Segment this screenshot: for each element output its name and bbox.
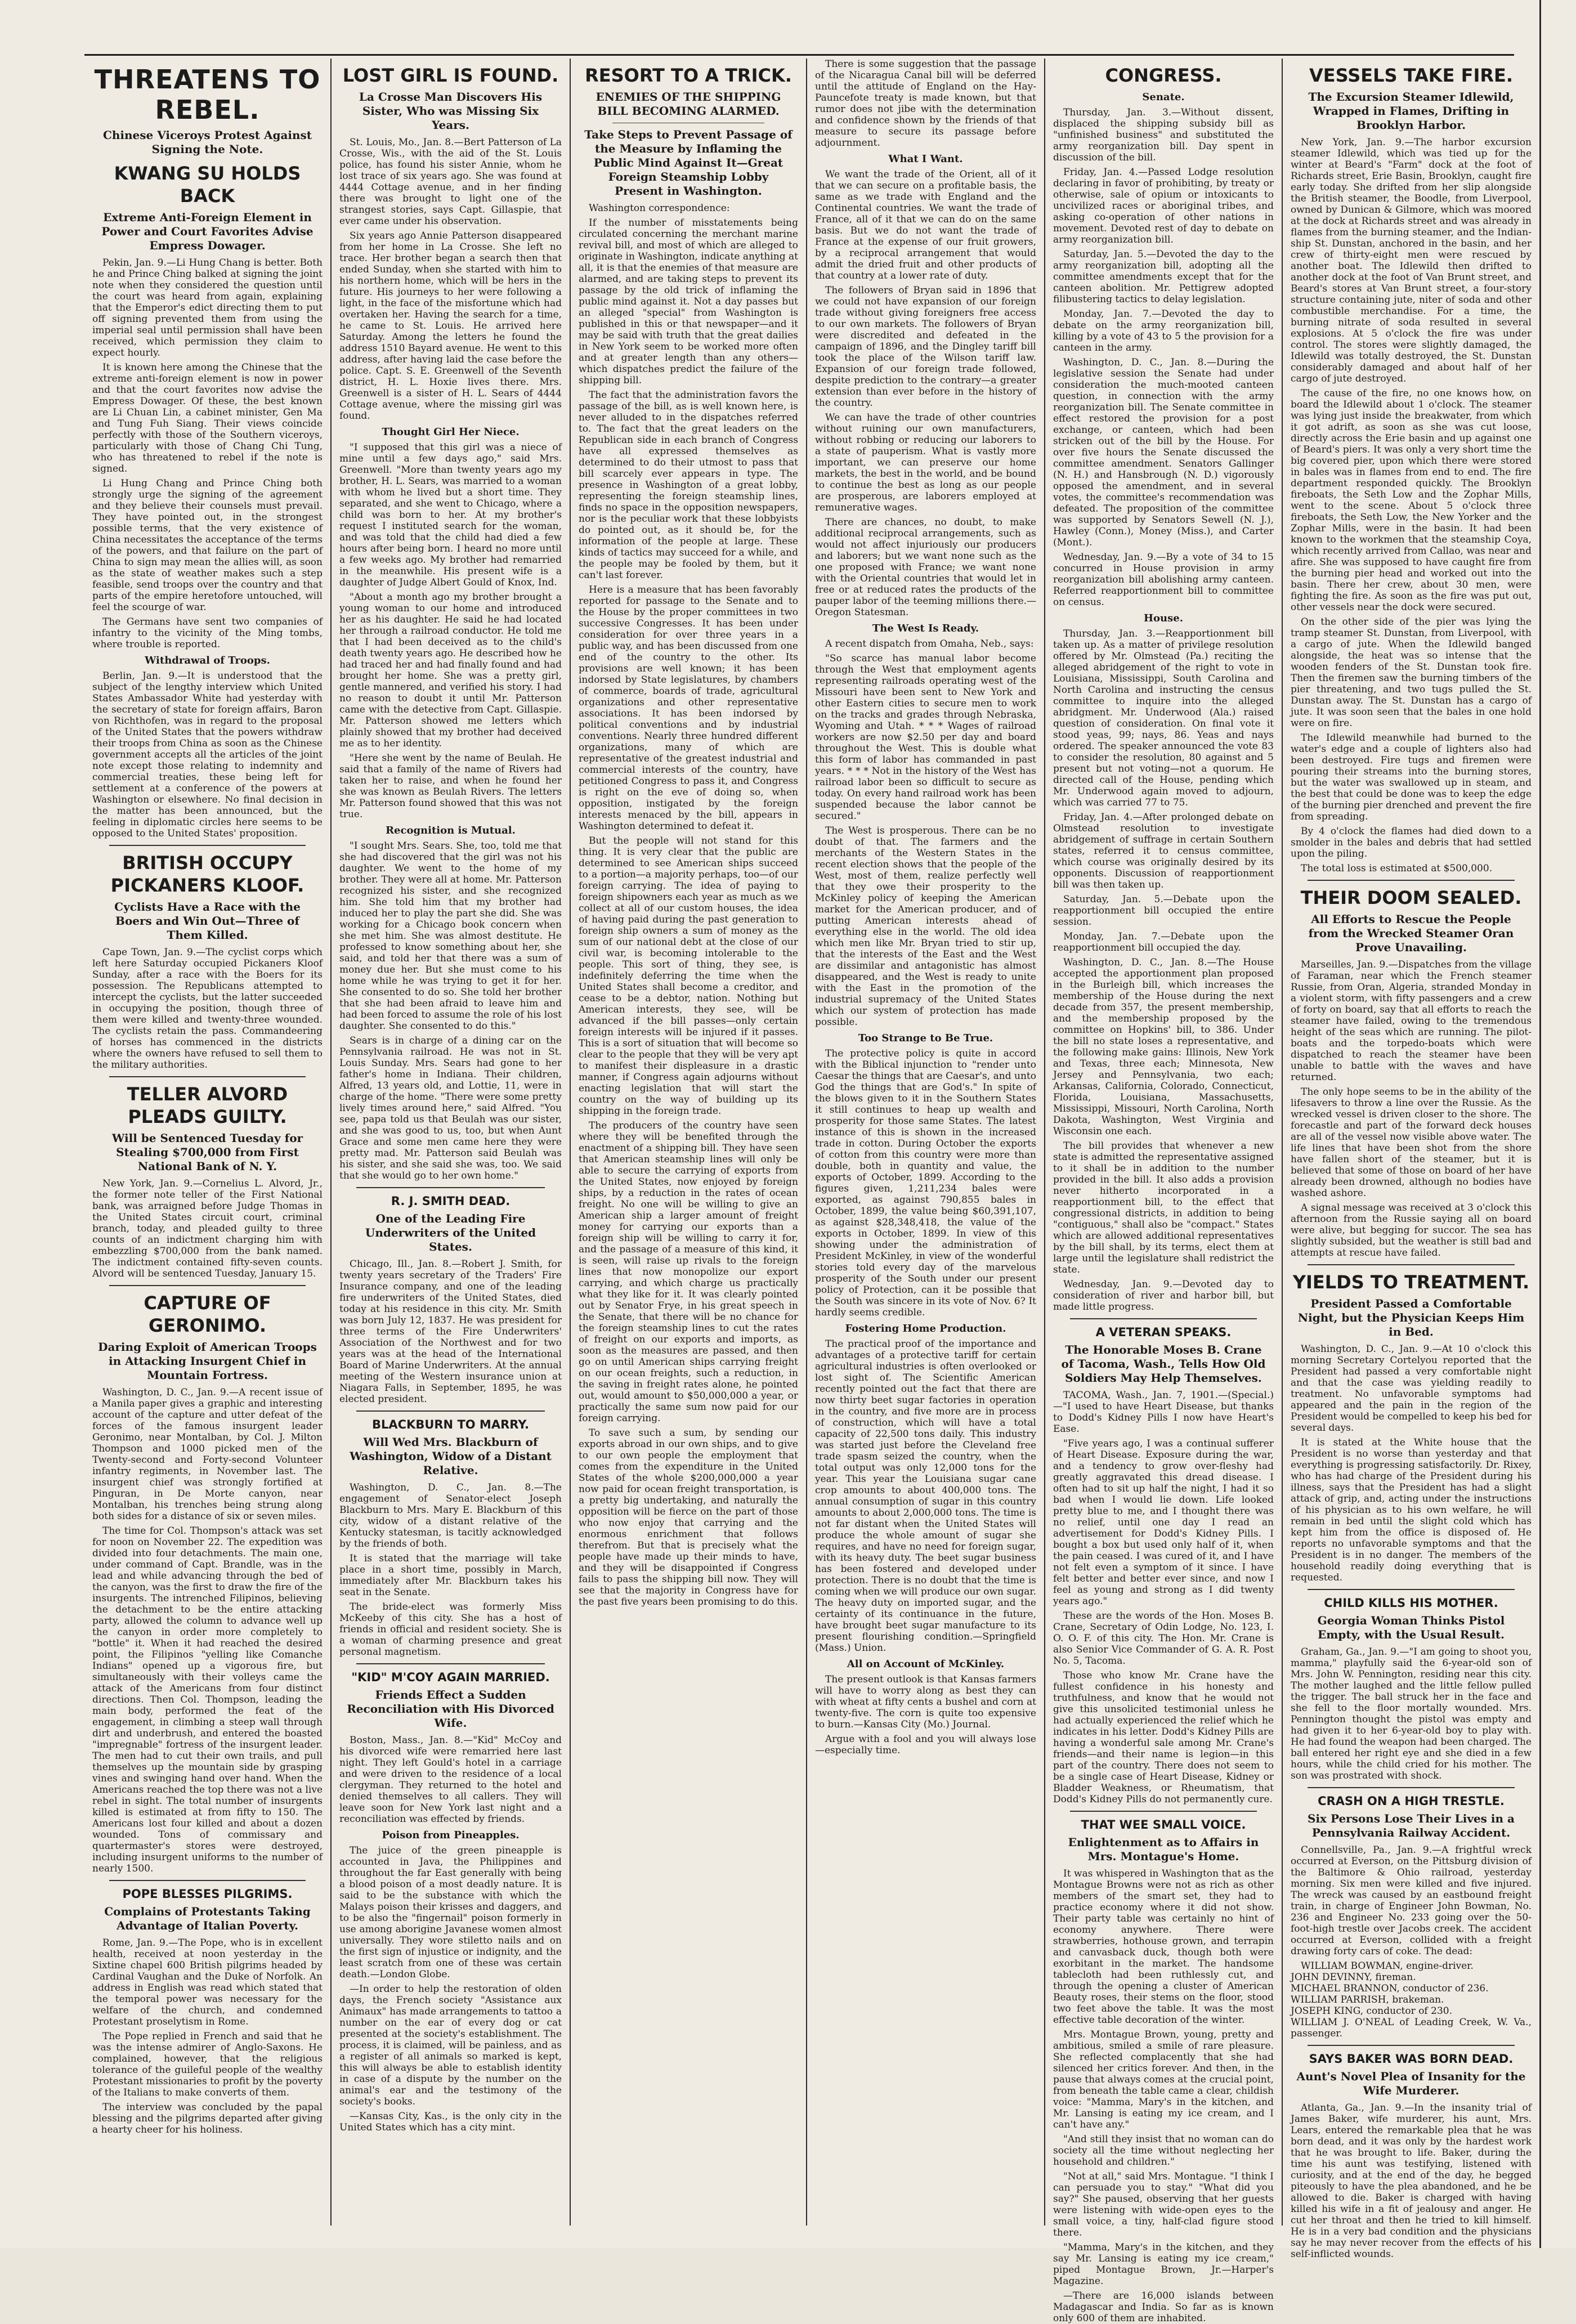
subheadline: Aunt's Novel Plea of Insanity for the Wife Murderer. bbox=[1296, 2070, 1526, 2097]
headline: KWANG SU HOLDS BACK bbox=[114, 163, 301, 207]
article-paragraph: Sears is in charge of a dining car on the Pennsylvania railroad. He was not in St. Louis Sunday. Mrs. Sears had gone to her father's home in Indiana. Their children, Alfred, 13 years old, and Lottie, 11, were in charge of the home. "There were some pretty lively times around here," said Alfred. "You see, papa told us that Beulah was our sister, and she was good to us, too, but when Aunt Grace and some men came here they were pretty mad. Mr. Patterson said Beulah was his sister, and she said she was, too. We said that she would go to her own home." bbox=[339, 1035, 565, 1181]
article-paragraph: Washington, D. C., Jan. 9.—A recent issue of a Manila paper gives a graphic and interesting account of the capture and utter defeat of the forces of the famous insurgent leader Geronimo, near Montalban, by Col. J. Milton Thompson and 1000 picked men of the Twenty-second and Forty-second Volunteer infantry regiments, in November last. The insurgent chief was strongly fortified at Pinguran, in De Morte canyon, near Montalban, his trenches being strung along both sides for a distance of six or seven miles. bbox=[92, 1387, 326, 1522]
article-paragraph: The fact that the administration favors the passage of the bill, as is well known here, is never alluded to in the dispatches referred to. The fact that the great leaders on the Republican side in each branch of Congress have all expressed themselves as determined to do their utmost to pass that bill scarcely ever appears in type. The presence in Washington of a great lobby, representing the foreign steamship lines, finds no space in the opposition newspapers, nor is the peculiar work that these lobbyists do pointed out, as it should be, for the information of the people at large. These kinds of tactics may succeed for a while, and the people may be fooled by them, but it can't last forever. bbox=[579, 389, 802, 581]
article-paragraph: "So scarce has manual labor become through the West that employment agents representing railroads operating west of the Missouri have been sent to New York and other Eastern cities to secure men to work on the tracks and grades through Nebraska, Wyoming and Utah. * * * Wages of railroad workers are now $2.50 per day and board throughout the West. This is double what this form of labor has commanded in past years. * * * Not in the history of the West has railroad labor been so difficult to secure as today. On every hand railroad work has been suspended because the labor cannot be secured." bbox=[815, 653, 1040, 822]
article-paragraph: —Kansas City, Kas., is the only city in the United States which has a city mint. bbox=[339, 2111, 565, 2133]
article-paragraph: Saturday, Jan. 5.—Devoted the day to the army reorganization bill, adopting all the committee amendments except that for the canteen abolition. Mr. Pettigrew adopted filibustering tactics to delay legislation. bbox=[1053, 249, 1277, 305]
subheadline: Georgia Woman Thinks Pistol Empty, with the Usual Result. bbox=[1317, 1614, 1505, 1641]
article-paragraph: Friday, Jan. 4.—After prolonged debate on Olmstead resolution to investigate abridgement of suffrage in certain Southern states, referred it to census committee, which course was originally desired by its opponents. Discussion of reapportionment bill was then taken up. bbox=[1053, 812, 1277, 890]
section-subhead: Poison from Pineapples. bbox=[382, 1829, 520, 1841]
article-paragraph: Monday, Jan. 7.—Devoted the day to debate on the army reorganization bill, killing by a vote of 43 to 5 the provision for a canteen in the army. bbox=[1053, 308, 1277, 353]
article-paragraph: The protective policy is quite in accord with the Biblical injunction to "render unto Caesar the things that are Caesar's, and unto God the things that are God's." In spite of the blows given to it in the Southern States it still continues to heap up wealth and prosperity for those same States. The latest instance of this is shown in the increased trade in cotton. During October the exports of cotton from this country were more than double, both in quantity and value, the exports of October, 1899. According to the figures given, 1,211,234 bales were exported, as against 790,855 bales in October, 1899, the value being $60,391,107, as against $28,348,418, the value of the exports in October, 1899. In view of this showing under the administration of President McKinley, in view of the wonderful stories told every day of the marvelous prosperity of the South under our present policy of Protection, can it be possible that the South was sincere in its vote of Nov. 6? It hardly seems credible. bbox=[815, 1048, 1040, 1318]
article-separator bbox=[1308, 1264, 1515, 1265]
top-border-rule bbox=[84, 54, 1514, 56]
headline: BRITISH OCCUPY PICKANERS KLOOF. bbox=[110, 852, 305, 896]
section-subhead: The West Is Ready. bbox=[872, 623, 979, 634]
article-paragraph: Washington correspondence: bbox=[589, 203, 730, 214]
article-paragraph: Saturday, Jan. 5.—Debate upon the reapportionment bill occupied the entire session. bbox=[1053, 894, 1277, 928]
article-paragraph: On the other side of the pier was lying the tramp steamer St. Dunstan, from Liverpool, with a cargo of jute. When the Idlewild banged alongside, the heat was so intense that the wooden fenders of the St. Dunstan took fire. Then the firemen saw the burning timbers of the pier threatening, and two tugs pulled the St. Dunstan away. The St. Dunstan has a cargo of jute. It was soon seen that the bales in one hold were on fire. bbox=[1291, 616, 1535, 729]
column-3 bbox=[571, 59, 806, 2226]
headline: THEIR DOOM SEALED. bbox=[1300, 887, 1522, 908]
article-paragraph: We want the trade of the Orient, all of it that we can secure on a profitable basis, the same as we trade with England and the Continental countries. We want the trade of France, all of it that we can do on the same basis. But we do not want the trade of France at the expense of our fruit growers, by a reciprocal arrangement that would admit the dried fruit and other products of that country at a lower rate of duty. bbox=[815, 169, 1040, 281]
column-4 bbox=[807, 59, 1044, 2226]
article-paragraph: To save such a sum, by sending our exports abroad in our own ships, and to give to our own people the employment that comes from the expenditure in the United States of the whole $200,000,000 a year now paid for ocean freight transportation, is a pretty big undertaking, and naturally the opposition will be fierce on the part of those who now enjoy that carrying and the enormous enrichment that follows therefrom. But that is precisely what the people have made up their minds to have, and they will be disappointed if Congress fails to pass the shipping bill now. They will see that the majority in Congress have for the past five years been promising to do this. bbox=[579, 1427, 802, 1607]
article-paragraph: The present outlook is that Kansas farmers will have to worry along as best they can with wheat at fifty cents a bushel and corn at twenty-five. The corn is quite too expensive to burn.—Kansas City (Mo.) Journal. bbox=[815, 1674, 1040, 1730]
casualty-list: WILLIAM BOWMAN, engine-driver. JOHN DEVINNY, fireman. MICHAEL BRANNON, conductor of 236. WILLIAM PARRISH, brakeman. JOSEPH KING, conductor of 230. WILLIAM J. O'NEAL of Leading Creek, W. Va., passenger. bbox=[1291, 1960, 1532, 2039]
subheadline: Daring Exploit of American Troops in Attacking Insurgent Chief in Mountain Fortress. bbox=[98, 1340, 317, 1382]
column-5 bbox=[1045, 59, 1282, 2324]
article-separator bbox=[109, 1285, 306, 1286]
article-paragraph: The interview was concluded by the papal blessing and the pilgrims departed after giving a hearty cheer for his holiness. bbox=[92, 2102, 326, 2135]
article-paragraph: —There are 16,000 islands between Madagascar and India. So far as is known only 600 of them are inhabited. bbox=[1053, 2290, 1277, 2324]
article-paragraph: Rome, Jan. 9.—The Pope, who is in excellent health, received at noon yesterday in the Sixtine chapel 600 British pilgrims headed by Cardinal Vaughan and the Duke of Norfolk. An address in English was read which stated that the temporal power was necessary for the welfare of the church, and condemned Protestant proselytism in Rome. bbox=[92, 1937, 326, 2027]
article-paragraph: "I sought Mrs. Sears. She, too, told me that she had discovered that the girl was not his daughter. We went to the home of my brother. They were all at home. Mr. Patterson recognized his sister, and she recognized him. She told him that my brother had induced her to play the part she did. She was working for a Chicago book concern when she met him. She was almost destitute. He professed to know something about her, she said, and told her that there was a sum of money due her. But she must come to his home while he was trying to get it for her. She consented to do so. She told her brother that she had been afraid to leave him and had been forced to assume the role of his lost daughter. She consented to do this." bbox=[339, 840, 565, 1032]
article-paragraph: These are the words of the Hon. Moses B. Crane, Secretary of Odin Lodge, No. 123, I. O. O. F. of this city. The Hon. Mr. Crane is also Senior Vice Commander of G. A. R. Post No. 5, Tacoma. bbox=[1053, 1610, 1277, 1667]
article-separator bbox=[356, 1663, 545, 1664]
article-paragraph: The Germans have sent two companies of infantry to the vicinity of the Ming tombs, where trouble is reported. bbox=[92, 616, 326, 650]
headline: THAT WEE SMALL VOICE. bbox=[1081, 1818, 1246, 1832]
headline: SAYS BAKER WAS BORN DEAD. bbox=[1309, 2052, 1514, 2066]
article-paragraph: Thursday, Jan. 3.—Without dissent, displaced the shipping subsidy bill as "unfinished business" and substituted the army reorganization bill. Day spent in discussion of the bill. bbox=[1053, 107, 1277, 163]
article-paragraph: The juice of the green pineapple is accounted in Java, the Philippines and throughout the far East generally with being a blood poison of a most deadly nature. It is said to be the substance with which the Malays poison their krisses and daggers, and to be also the "fingernail" poison formerly in use among aborigine Javanese women almost universally. They wore stiletto nails and on the first sign of injustice or indignity, and the least scratch from one of these was certain death.—London Globe. bbox=[339, 1845, 565, 1980]
subheadline: The Excursion Steamer Idlewild, Wrapped in Flames, Drifting in Brooklyn Harbor. bbox=[1308, 90, 1514, 132]
section-subhead: Too Strange to Be True. bbox=[858, 1032, 993, 1044]
headline: CONGRESS. bbox=[1105, 65, 1222, 86]
subheadline: Six Persons Lose Their Lives in a Pennsylvania Railway Accident. bbox=[1308, 1812, 1515, 1839]
article-paragraph: It was whispered in Washington that as the Montague Browns were not as rich as other members of the smart set, they had to practice economy where it did not show. Their party table was certainly no hint of economy anywhere. There were strawberries, hothouse grown, and terrapin and canvasback duck, though both were exorbitant in the market. The handsome tablecloth had been ruthlessly cut, and through the opening a cluster of American Beauty roses, their stems on the floor, stood two feet above the table. It was the most effective table decoration of the winter. bbox=[1053, 1868, 1277, 2026]
section-subhead: Withdrawal of Troops. bbox=[145, 655, 270, 666]
subheadline: One of the Leading Fire Underwriters of the United States. bbox=[365, 1212, 536, 1253]
article-paragraph: A signal message was received at 3 o'clock this afternoon from the Russie saying all on board were alive, but begging for succor. The sea has slightly subsided, but the weather is still bad and attempts at rescue have failed. bbox=[1291, 1202, 1535, 1259]
article-paragraph: The total loss is estimated at $500,000. bbox=[1301, 863, 1493, 874]
section-subhead: All on Account of McKinley. bbox=[847, 1658, 1005, 1670]
article-paragraph: "Mamma, Mary's in the kitchen, and they say Mr. Lansing is eating my ice cream," piped Montague Brown, Jr.—Harper's Magazine. bbox=[1053, 2242, 1277, 2287]
article-paragraph: There are chances, no doubt, to make additional reciprocal arrangements, such as would not affect injuriously our producers and laborers; but we want none such as the one proposed with France; we want none with the Oriental countries that would let in free or at reduced rates the products of the pauper labor of the teeming millions there.—Oregon Statesman. bbox=[815, 517, 1040, 618]
article-paragraph: Monday, Jan. 7.—Debate upon the reapportionment bill occupied the day. bbox=[1053, 931, 1277, 953]
article-separator bbox=[356, 1187, 545, 1188]
headline: RESORT TO A TRICK. bbox=[585, 65, 792, 86]
article-paragraph: Chicago, Ill., Jan. 8.—Robert J. Smith, for twenty years secretary of the Traders' Fire Insurance company, and one of the leading fire underwriters of the United States, died today at his residence in this city. Mr. Smith was born July 12, 1837. He was president for three terms of the Fire Underwriters' Association of the Northwest and for two years was at the head of the International Board of Marine Underwriters. At the annual meeting of the Western insurance union at Niagara Falls, in September, 1895, he was elected president. bbox=[339, 1259, 565, 1405]
article-paragraph: Wednesday, Jan. 9.—By a vote of 34 to 15 concurred in House provision in army reorganization bill abolishing army canteen. Referred reapportionment bill to committee on census. bbox=[1053, 552, 1277, 608]
subheadline: President Passed a Comfortable Night, but the Physician Keeps Him in Bed. bbox=[1297, 1297, 1525, 1338]
article-paragraph: Six years ago Annie Patterson disappeared from her home in La Crosse. She left no trace. Her brother began a search then that ended Sunday, when she started with him to his northern home, which will be hers in the future. His journeys to her were following a light, in the face of the misfortune which had overtaken her. Having the search for a time, he came to St. Louis. He arrived here Saturday. Among the letters he found the address 1510 Bayard avenue. He went to this address, after having laid the case before the police. Capt. S. E. Greenwell of the Seventh district, H. L. Hoxie lives there. Mrs. Greenwell is a sister of H. L. Sears of 4444 Cottage avenue, where the missing girl was found. bbox=[339, 230, 565, 422]
article-separator bbox=[109, 1076, 306, 1077]
headline: POPE BLESSES PILGRIMS. bbox=[122, 1887, 293, 1901]
article-paragraph: Friday, Jan. 4.—Passed Lodge resolution declaring in favor of prohibiting, by treaty or otherwise, sale of opium or intoxicants to uncivilized races or aboriginal tribes, and asking co-operation of other nations in movement. Devoted rest of day to debate on army reorganization bill. bbox=[1053, 167, 1277, 245]
article-paragraph: The producers of the country have seen where they will be benefited through the enactment of a shipping bill. They have seen that American steamship lines will only be able to secure the carrying of exports from the United States, now enjoyed by foreign ships, by a reduction in the rates of ocean freight. No one will be willing to give an American ship a larger amount of freight money for carrying our exports than a foreign ship will be willing to carry it for, and the passage of a measure of this kind, it is seen, will raise up rivals to the foreign lines that now monopolize our export carrying, and which charge us practically what they like for it. It was clearly pointed out by Senator Frye, in his great speech in the Senate, that there will be no chance for the foreign steamship lines to cut the rates of freight on our exports and imports, as soon as the measures are passed, and then go on until American ships carrying freight on our ocean freights, such a reduction, in the saving in freight rates alone, he pointed out, would amount to $50,000,000 a year, or practically the same sum now paid for our foreign carrying. bbox=[579, 1120, 802, 1424]
article-paragraph: Here is a measure that has been favorably reported for passage to the Senate and to the House by the proper committees in two successive Congresses. It has been under consideration for over three years in a public way, and has been discussed from one end of the country to the other. Its provisions are well known; it has been indorsed by State legislatures, by chambers of commerce, boards of trade, agricultural organizations and other representative associations. It has been indorsed by political conventions and by industrial conventions. Nearly three hundred different organizations, many of which are representative of the greatest industrial and commercial interests of the country, have petitioned Congress to pass it, and Congress is right on the eve of doing so, when opposition, instigated by the foreign interests menaced by the bill, appears in Washington determined to defeat it. bbox=[579, 584, 802, 832]
article-paragraph: Thursday, Jan. 3.—Reapportionment bill taken up. As a matter of privilege resolution offered by Mr. Olmstead (Pa.) reciting the alleged abridgement of the right to vote in Louisiana, Mississippi, South Carolina and North Carolina and instructing the census committee to inquire into the alleged abridgment. Mr. Underwood (Ala.) raised question of consideration. On final vote it stood yeas, 99; nays, 86. Yeas and nays ordered. The speaker announced the vote 83 to consider the resolution, 80 against and 5 present but not voting—not a quorum. He directed call of the House, pending which Mr. Underwood again moved to adjourn, which was carried 77 to 75. bbox=[1053, 628, 1277, 808]
article-paragraph: "And still they insist that no woman can do society all the time without neglecting her household and children." bbox=[1053, 2134, 1277, 2168]
article-paragraph: The followers of Bryan said in 1896 that we could not have expansion of our foreign trade without giving foreigners free access to our own markets. The followers of Bryan were discredited and defeated in the campaign of 1896, and the Dingley tariff bill took the place of the Wilson tariff law. Expansion of our foreign trade followed, despite prediction to the contrary—a greater extension than ever before in the history of the country. bbox=[815, 285, 1040, 409]
article-separator bbox=[356, 1410, 545, 1412]
column-1 bbox=[84, 59, 330, 2226]
article-paragraph: It is known here among the Chinese that the extreme anti-foreign element is now in power and that the court favorites now advise the Empress Dowager. Of these, the best known are Li Chuan Lin, a cabinet minister, Gen Ma and Tung Fuh Siang. Their views coincide perfectly with those of the Southern viceroys, particularly with those of Chang Chi Tung, who has threatened to rebel if the note is signed. bbox=[92, 362, 326, 474]
section-subhead: Senate. bbox=[1142, 91, 1185, 103]
article-paragraph: The practical proof of the importance and advantages of a protective tariff for certain agricultural industries is often overlooked or lost sight of. The Scientific American recently pointed out the fact that there are now thirty beet sugar factories in operation in the country, and five more are in process of construction, which will have a total capacity of 22,500 tons daily. This industry was started just before the Cleveland free trade spasm seized the country, when the total output was only 12,000 tons for the year. This year the Louisiana sugar cane crop amounts to about 400,000 tons. The annual consumption of sugar in this country amounts to about 2,000,000 tons. The time is not far distant when the United States will produce the whole amount of sugar she requires, and have no need for foreign sugar, with its heavy duty. The beet sugar business has been fostered and developed under protection. There is no doubt that the time is coming when we will produce our own sugar. The heavy duty on imported sugar, and the certainty of its continuance in the future, have brought beet sugar manufacture to its present flourishing condition.—Springfield (Mass.) Union. bbox=[815, 1338, 1040, 1654]
headline: THREATENS TO REBEL. bbox=[94, 64, 321, 125]
article-separator bbox=[1308, 1787, 1515, 1788]
article-paragraph: Argue with a fool and you will always lose—especially time. bbox=[815, 1734, 1036, 1756]
article-paragraph: "I supposed that this girl was a niece of mine until a few days ago," said Mrs. Greenwell. "More than twenty years ago my brother, H. L. Sears, was married to a woman with whom he lived but a short time. They separated, and she went to Chicago, where a child was born to her. At my brother's request I instituted search for the woman, and was told that the child had died a few hours after being born. I heard no more until a few weeks ago. My brother had remarried in the meanwhile. His present wife is a daughter of Judge Albert Gould of Knox, Ind. bbox=[339, 442, 565, 588]
headline: BLACKBURN TO MARRY. bbox=[372, 1418, 529, 1431]
subheadline: Will Wed Mrs. Blackburn of Washington, Widow of a Distant Relative. bbox=[350, 1435, 552, 1477]
subheadline: Enlightenment as to Affairs in Mrs. Montague's Home. bbox=[1068, 1835, 1259, 1863]
headline: R. J. SMITH DEAD. bbox=[391, 1194, 511, 1208]
section-subhead: House. bbox=[1144, 612, 1183, 624]
article-paragraph: Wednesday, Jan. 9.—Devoted day to consideration of river and harbor bill, but made little progress. bbox=[1053, 1279, 1277, 1313]
headline: CHILD KILLS HIS MOTHER. bbox=[1324, 1596, 1498, 1610]
headline: TELLER ALVORD PLEADS GUILTY. bbox=[127, 1083, 288, 1127]
article-paragraph: Marseilles, Jan. 9.—Dispatches from the village of Faraman, near which the French steamer Russie, from Oran, Algeria, stranded Monday in a violent storm, with fifty passengers and a crew of forty on board, say that all efforts to reach the steamer have failed, owing to the tremendous height of the seas which are running. The pilot-boats and the torpedo-boats which were dispatched to reach the steamer have been unable to battle with the waves and have returned. bbox=[1291, 959, 1535, 1083]
headline: CAPTURE OF GERONIMO. bbox=[144, 1292, 271, 1336]
article-separator bbox=[1070, 1318, 1257, 1319]
subheadline: Complains of Protestants Taking Advantage of Italian Poverty. bbox=[104, 1905, 311, 1932]
article-paragraph: New York, Jan. 9.—Cornelius L. Alvord, Jr., the former note teller of the First National bank, was arraigned before Judge Thomas in the United States circuit court, criminal branch, today, and pleaded guilty to three counts of an indictment charging him with embezzling $700,000 from the bank named. The indictment contained fifty-seven counts. Alvord will be sentenced Tuesday, January 15. bbox=[92, 1178, 326, 1279]
section-subhead: Fostering Home Production. bbox=[845, 1323, 1006, 1335]
article-paragraph: St. Louis, Mo., Jan. 8.—Bert Patterson of La Crosse, Wis., with the aid of the St. Louis police, has found his sister Annie, whom he lost trace of six years ago. She was found at 4444 Cottage avenue, and in her finding there was brought to light one of the strangest stories, says Capt. Gillaspie, that ever came under his observation. bbox=[339, 137, 565, 227]
article-paragraph: "Here she went by the name of Beulah. He said that a family of the name of Rivers had taken her to raise, and when he found her she was known as Beulah Rivers. The letters Mr. Patterson found showed that this was not true. bbox=[339, 753, 565, 820]
article-paragraph: The bride-elect was formerly Miss McKeeby of this city. She has a host of friends in official and resident society. She is a woman of charming presence and great personal magnetism. bbox=[339, 1601, 565, 1658]
subheadline: The Honorable Moses B. Crane of Tacoma, Wash., Tells How Old Soldiers May Help Themselves. bbox=[1061, 1343, 1266, 1385]
section-subhead: What I Want. bbox=[888, 153, 963, 165]
headline: VESSELS TAKE FIRE. bbox=[1309, 65, 1514, 86]
article-paragraph: The Pope replied in French and said that he was the intense admirer of Anglo-Saxons. He complained, however, that the religious tolerance of the guileful people of the wealthy Protestant missionaries to profit by the poverty of the Italians to make converts of them. bbox=[92, 2031, 326, 2098]
article-paragraph: Graham, Ga., Jan. 9.—"I am going to shoot you, mamma," playfully said the 6-year-old son of Mrs. John W. Pennington, residing near this city. The mother laughed and the little fellow pulled the trigger. The ball struck her in the face and she fell to the floor mortally wounded. Mrs. Pennington thought the pistol was empty and had given it to her 6-year-old boy to play with. He had found the weapon had been charged. The ball entered her right eye and she died in a few hours, while the child cried for his mother. The son was prostrated with shock. bbox=[1291, 1646, 1535, 1781]
article-paragraph: "Not at all," said Mrs. Montague. "I think I can persuade you to stay." "What did you say?" She paused, observing that her guests were listening with wide-open eyes to the small voice, a tiny, half-clad figure stood there. bbox=[1053, 2171, 1277, 2238]
article-separator bbox=[109, 845, 306, 846]
article-paragraph: Washington, D. C., Jan. 8.—The engagement of Senator-elect Joseph Blackburn to Mrs. Mary E. Blackburn of this city, widow of a distant relative of the Kentucky statesman, is tacitly acknowledged by the friends of both. bbox=[339, 1482, 565, 1550]
article-paragraph: We can have the trade of other countries without ruining our own manufacturers, without robbing or reducing our laborers to a state of pauperism. What is vastly more important, we can preserve our home markets, the best in the world, and be bound to continue the best as long as our people are prosperous, are laborers employed at remunerative wages. bbox=[815, 412, 1040, 513]
article-separator bbox=[109, 1880, 306, 1881]
subheadline: La Crosse Man Discovers His Sister, Who was Missing Six Years. bbox=[359, 90, 543, 132]
article-paragraph: Atlanta, Ga., Jan. 9.—In the insanity trial of James Baker, wife murderer, his aunt, Mrs. Lears, entered the remarkable plea that he was born dead, and it was only by the hardest work that he was brought to life. Baker, during the time his aunt was testifying, listened with curiosity, and at the end of the day, he begged piteously to have the plea abandoned, and he be allowed to die. Baker is charged with having killed his wife in a fit of jealousy and anger. He cut her throat and then he tried to kill himself. He is in a very bad condition and the physicians say he may never recover from the effects of his self-inflicted wounds. bbox=[1291, 2102, 1535, 2260]
article-paragraph: —In order to help the restoration of olden days, the French society "Assistance aux Animaux" has made arrangements to tattoo a number on the ear of every dog or cat presented at the society's establishment. The process, it is claimed, will be painless, and as a register of all animals so marked is kept, this will always be able to establish identity in case of a dispute by the number on the animal's ear and the testimony of the society's books. bbox=[339, 1983, 565, 2107]
article-separator bbox=[1308, 880, 1515, 881]
headline: YIELDS TO TREATMENT. bbox=[1292, 1271, 1530, 1293]
subheadline: All Efforts to Rescue the People from the Wrecked Steamer Oran Prove Unavailing. bbox=[1308, 912, 1514, 954]
article-separator bbox=[1308, 1589, 1515, 1590]
article-paragraph: Mrs. Montague Brown, young, pretty and ambitious, smiled a smile of rare pleasure. She reflected complacently that she had silenced her critics forever. And then, in the pause that always comes at the crucial point, from beneath the table came a clear, childish voice: "Mamma, Mary's in the kitchen, and Mr. Lansing is eating my ice cream, and I can't have any." bbox=[1053, 2029, 1277, 2130]
headline: LOST GIRL IS FOUND. bbox=[342, 65, 559, 86]
article-paragraph: There is some suggestion that the passage of the Nicaragua Canal bill will be deferred until the attitude of England on the Hay-Pauncefote treaty is made known, but that rumor does not jibe with the determination and confidence shown by the friends of that measure to secure its passage before adjournment. bbox=[815, 59, 1040, 149]
article-paragraph: If the number of misstatements being circulated concerning the merchant marine revival bill, and most of which are alleged to originate in Washington, indicate anything at all, it is that the enemies of that measure are alarmed, and are taking steps to prevent its passage by the old trick of inflaming the public mind against it. Not a day passes but an alleged "special" from Washington is published in this or that newspaper—and it may be said with truth that the great dailies in New York seem to be worked more often and at greater length than any others—which dispatches predict the failure of the shipping bill. bbox=[579, 217, 802, 386]
section-subhead: Thought Girl Her Niece. bbox=[382, 426, 520, 438]
column-6 bbox=[1283, 59, 1539, 2260]
article-paragraph: Those who know Mr. Crane have the fullest confidence in his honesty and truthfulness, and know that he would not give this unsolicited testimonial unless he had actually experienced the relief which he indicates in his letter. Dodd's Kidney Pills are having a wonderful sale among Mr. Crane's friends—and their name is legion—in this part of the country. There does not seem to be a single case of Heart Disease, Kidney or Bladder Weakness, or Rheumatism, that Dodd's Kidney Pills do not permanently cure. bbox=[1053, 1670, 1277, 1805]
article-paragraph: The cause of the fire, no one knows how, on board the Idlewild about 1 o'clock. The steamer was lying just inside the breakwater, from which it got adrift, as soon as she was cut loose, directly across the Erie basin and up against one of Beard's piers. It was only a very short time the big covered pier, upon which there were stored in bales was in flames from end to end. The fire department responded quickly. The Brooklyn fireboats, the Seth Low and the Zophar Mills, went to the scene. About 5 o'clock three fireboats, the Seth Low, the New Yorker and the Zophar Mills, were in the basin. It had been known to the workmen that the steamship Coya, which recently arrived from Callao, was near and afire. She was supposed to have caught fire from the burning pier head and worked out into the basin. There her crew, about 30 men, were fighting the fire. As soon as the fire was put out, other vessels near the dock were secured. bbox=[1291, 388, 1535, 613]
headline: "KID" M'COY AGAIN MARRIED. bbox=[351, 1671, 550, 1684]
article-paragraph: By 4 o'clock the flames had died down to a smolder in the bales and debris that had settled upon the piling. bbox=[1291, 826, 1535, 859]
article-paragraph: New York, Jan. 9.—The harbor excursion steamer Idlewild, which was tied up for the winter at Beard's "Farm" dock at the foot of Richards street, Erie Basin, Brooklyn, caught fire early today. She drifted from her slip alongside the British steamer, the Boodle, from Liverpool, owned by Dunican & Gilmore, which was moored at the dock at Richards street and was already in flames from the burning steamer, and the Indian-ship St. Dunstan, anchored in the basin, and her crew of thirty-eight men were rescued by another boat. The Idlewild then drifted to another dock at the foot of Van Brunt street, and Beard's stores at Van Brunt street, a four-story structure containing jute, niter of soda and other combustible merchandise. For a time, the burning nitrate of soda resulted in several explosions. At 5 o'clock the fire was under control. The stores were slightly damaged, the Idlewild was totally destroyed, the St. Dunstan considerably damaged and about half of her cargo of jute destroyed. bbox=[1291, 137, 1535, 384]
article-paragraph: But the people will not stand for this thing. It is very clear that the public are determined to see American ships succeed to a portion—a majority perhaps, too—of our foreign carrying. The idea of paying to foreign shipowners each year as much as we collect at all of our custom houses, the idea of having paid during the past generation to foreign ship owners a sum of money as the sum of our national debt at the close of our civil war, is becoming intolerable to the people. This sort of thing, they see, is indefinitely deferring the time when the United States shall become a creditor, and cease to be a debtor, nation. Nothing but American interests, they see, will be advanced if the bill passes—only certain foreign interests will be injured if it passes. This is a sort of situation that will become so clear to the people that they will be very apt to manifest their displeasure in a drastic manner, if Congress again adjourns without enacting legislation that will start the country on the way of building up its shipping in the foreign trade. bbox=[579, 835, 802, 1117]
article-paragraph: Cape Town, Jan. 9.—The cyclist corps which left here Saturday occupied Pickaners Kloof Sunday, after a race with the Boers for its possession. The Republicans attempted to intercept the cyclists, but the latter succeeded in occupying the position, though three of them were killed and twenty-three wounded. The cyclists retain the pass. Commandeering of horses has commenced in the districts where the owners have refused to sell them to the military authorities. bbox=[92, 947, 326, 1071]
article-paragraph: Li Hung Chang and Prince Ching both strongly urge the signing of the agreement and they believe their counsels must prevail. They have pointed out, in the strongest possible terms, that the very existence of China necessitates the acceptance of the terms of the powers, and that failure on the part of China to sign may mean the allies will, as soon as the state of weather makes such a step feasible, send troops over the country and that parts of the empire heretofore untouched, will feel the scourge of war. bbox=[92, 478, 326, 613]
article-paragraph: Pekin, Jan. 9.—Li Hung Chang is better. Both he and Prince Ching balked at signing the joint note when they considered the question until the court was heard from again, explaining that the Emperor's edict directing them to put off signing prevented them from using the imperial seal until permission shall have been received, which permission they claim to expect hourly. bbox=[92, 257, 326, 359]
subheadline: ENEMIES OF THE SHIPPING BILL BECOMING ALARMED. bbox=[596, 90, 781, 118]
article-paragraph: Boston, Mass., Jan. 8.—"Kid" McCoy and his divorced wife were remarried here last night. They left Gould's hotel in a carriage and were driven to the residence of a local clergyman. They returned to the hotel and denied themselves to all callers. They will leave soon for New York last night and a reconciliation was effected by friends. bbox=[339, 1735, 565, 1825]
article-paragraph: A recent dispatch from Omaha, Neb., says: bbox=[825, 638, 1034, 650]
headline: CRASH ON A HIGH TRESTLE. bbox=[1318, 1794, 1505, 1808]
subheadline: Cyclists Have a Race with the Boers and Win Out—Three of Them Killed. bbox=[114, 900, 301, 942]
subheadline: Take Steps to Prevent Passage of the Measure by Inflaming the Public Mind Against It—Great Foreign Steamship Lobby Present in Washington. bbox=[584, 128, 793, 198]
article-paragraph: "Five years ago, I was a continual sufferer of Heart Disease. Exposure during the war, and a tendency to grow over-fleshy had greatly aggravated this dread disease. I often had to sit up half the night, I had it so bad when I would lie down. Life looked pretty blue to me, and I thought there was no relief, until one day I read an advertisement for Dodd's Kidney Pills. I bought a box but used only half of it, when the pain ceased. I was cured of it, and I have not felt even a symptom of it since. I have felt better and better ever since, and now I feel as young and strong as I did twenty years ago." bbox=[1053, 1438, 1277, 1607]
article-paragraph: The bill provides that whenever a new state is admitted the representative assigned to it shall be in addition to the number provided in the bill. It also adds a provision never hitherto incorporated in a reapportionment bill, to the effect that congressional districts, in addition to being "contiguous," shall also be "compact." States which are allowed additional representatives by the bill shall, by its terms, elect them at large until the legislature shall redistrict the state. bbox=[1053, 1140, 1277, 1275]
article-paragraph: The Idlewild meanwhile had burned to the water's edge and a couple of lighters also had been destroyed. Fire tugs and firemen were pouring their streams into the burning stores, but the water was swallowed up in steam, and the best that could be done was to keep the edge of the burning pier drenched and prevent the fire from spreading. bbox=[1291, 732, 1535, 822]
subheadline: Friends Effect a Sudden Reconciliation with His Divorced Wife. bbox=[347, 1688, 554, 1730]
headline: A VETERAN SPEAKS. bbox=[1095, 1326, 1232, 1339]
subheadline: Extreme Anti-Foreign Element in Power and Court Favorites Advise Empress Dowager. bbox=[101, 211, 314, 252]
article-paragraph: It is stated at the White house that the President is no worse than yesterday and that everything is progressing satisfactorily. Dr. Rixey, who has had charge of the President during his illness, says that the President has had a slight attack of grip, and, acting under the instructions of his physician as to his own welfare, he will remain in bed until the slight cold which has kept him from the office is disposed of. He reports no unfavorable symptoms and that the President is in no danger. The members of the household readily doing everything that is requested. bbox=[1291, 1437, 1535, 1583]
article-paragraph: Connellsville, Pa., Jan. 9.—A frightful wreck occurred at Everson, on the Pittsburg division of the Baltimore & Ohio railroad, yesterday morning. Six men were killed and five injured. The wreck was caused by an eastbound freight train, in charge of Engineer John Bowman, No. 236 and Engineer No. 233 going over the 50-foot-high trestle over Jacobs creek. The accident occurred at Everson, collided with a freight drawing forty cars of coke. The dead: bbox=[1291, 1844, 1535, 1957]
article-paragraph: Washington, D. C., Jan. 9.—At 10 o'clock this morning Secretary Cortelyou reported that the President had passed a very comfortable night and that the case was yielding readily to treatment. No unfavorable symptoms had appeared and the pain in the region of the President would be compelled to keep his bed for several days. bbox=[1291, 1344, 1535, 1434]
article-paragraph: Berlin, Jan. 9.—It is understood that the subject of the lengthy interview which United States Ambassador White had yesterday with the secretary of state for foreign affairs, Baron von Richthofen, was in regard to the proposal of the United States that the powers withdraw their troops from China as soon as the Chinese government accepts all the articles of the joint note except those relating to indemnity and commercial treaties, these being left for settlement at a conference of the powers at Washington or elsewhere. No final decision in the matter has been announced, but the feeling in diplomatic circles here seems to be opposed to the United States' proposition. bbox=[92, 670, 326, 839]
article-separator bbox=[1070, 1811, 1257, 1812]
column-2 bbox=[332, 59, 570, 2226]
article-paragraph: Washington, D. C., Jan. 8.—During the legislative session the Senate had under consideration the much-mooted canteen question, in connection with the army reorganization bill. The Senate committee in effect restored the provision for a post exchange, or canteen, which had been stricken out of the bill by the House. For over five hours the Senate discussed the committee amendment. Senators Gallinger (N. H.) and Hansbrough (N. D.) vigorously opposed the amendment, and in several votes, the committee's recommendation was defeated. The proposition of the committee was supported by Senators Sewell (N. J.), Hawley (Conn.), Money (Miss.), and Carter (Mont.). bbox=[1053, 357, 1277, 548]
subheadline: Chinese Viceroys Protest Against Signing the Note. bbox=[102, 128, 312, 156]
subheadline: Will be Sentenced Tuesday for Stealing $700,000 from First National Bank of N. Y. bbox=[111, 1131, 303, 1173]
article-paragraph: The West is prosperous. There can be no doubt of that. The farmers and the merchants of the Western States in the recent election shows that the people of the West, most of them, realize perfectly well that they owe their prosperity to the McKinley policy of keeping the American market for the American producer, and of putting American interests ahead of everything else in the world. The old idea which men like Mr. Bryan tried to stir up, that the interests of the East and the West are dissimilar and antagonistic has almost disappeared, and the West is ready to unite with the East in the promotion of the industrial supremacy of the United States which our system of protection has made possible. bbox=[815, 825, 1040, 1028]
article-separator bbox=[1308, 2045, 1515, 2046]
article-paragraph: It is stated that the marriage will take place in a short time, possibly in March, immediately after Mr. Blackburn takes his seat in the Senate. bbox=[339, 1553, 565, 1598]
section-subhead: Recognition is Mutual. bbox=[386, 825, 516, 836]
article-paragraph: "About a month ago my brother brought a young woman to our home and introduced her as his daughter. He said he had located her through a railroad conductor. He told me that I had been deceived as to the child's death twenty years ago. He described how he had traced her and had finally found and had brought her home. She was a pretty girl, gentle mannered, and verified his story. I had no reason to doubt it until Mr. Patterson came with the detective from Capt. Gillaspie. Mr. Patterson showed me letters which plainly showed that my brother had deceived me as to her identity. bbox=[339, 592, 565, 749]
article-paragraph: Washington, D. C., Jan. 8.—The House accepted the apportionment plan proposed in the Burleigh bill, which increases the membership of the House during the next decade from 357, the present membership, and the membership proposed by the committee on Hopkins' bill, to 386. Under the bill no state loses a representative, and the following make gains: Illinois, New York and Texas, three each; Minnesota, New Jersey and Pennsylvania, two each; Arkansas, California, Colorado, Connecticut, Florida, Louisiana, Massachusetts, Mississippi, Missouri, North Carolina, North Dakota, Washington, West Virginia and Wisconsin one each. bbox=[1053, 957, 1277, 1137]
article-paragraph: TACOMA, Wash., Jan. 7, 1901.—(Special.)—"I used to have Heart Disease, but thanks to Dodd's Kidney Pills I now have Heart's Ease. bbox=[1053, 1390, 1277, 1435]
right-page-edge bbox=[1539, 0, 1541, 2248]
article-paragraph: The time for Col. Thompson's attack was set for noon on November 22. The expedition was divided into four detachments. The main one, under command of Capt. Brandle, was in the lead and while advancing through the bed of the canyon, was the first to draw the fire of the insurgents. The intrenched Filipinos, believing the detachment to be the entire attacking party, allowed the column to advance well up the canyon in order more completely to "bottle" it. When it had reached the desired point, the Filipinos "yelling like Comanche Indians" opened up a vigorous fire, but simultaneously with their volleys came the attack of the Americans from four distinct directions. Then Col. Thompson, leading the main body, performed the feat of the engagement, in climbing a steep wall through dirt and underbrush, and entered the boasted "impregnable" fortress of the insurgent leader. The men had to cut their own trails, and pull themselves up the mountain side by grasping vines and swinging hand over hand. When the Americans reached the top there was not a live rebel in sight. The total number of insurgents killed is estimated at from fifty to 150. The Americans lost four killed and about a dozen wounded. Tons of commissary and quartermaster's stores were destroyed, including insurgent uniforms to the number of nearly 1500. bbox=[92, 1525, 326, 1874]
article-paragraph: The only hope seems to be in the ability of the lifesavers to throw a line over the Russie. As the wrecked vessel is driven closer to the shore. The forecastle and part of the forward deck houses are all of the vessel now visible above water. The life lines that have been shot from the shore have fallen short of the steamer, but it is believed that some of those on board of her have already been drowned, although no bodies have washed ashore. bbox=[1291, 1086, 1535, 1199]
